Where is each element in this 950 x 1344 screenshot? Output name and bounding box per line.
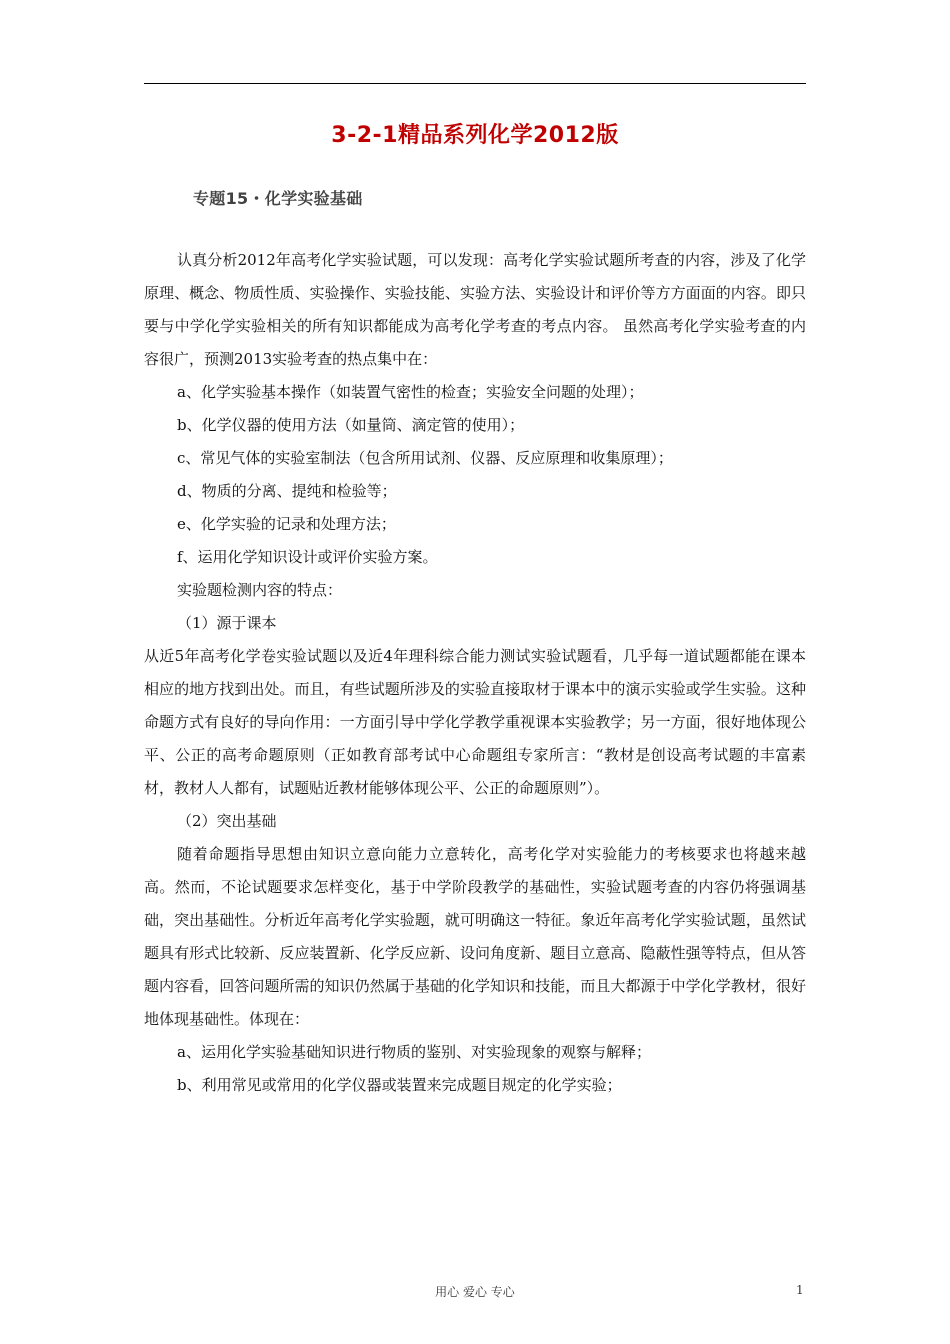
section-2-heading: （2）突出基础 — [177, 812, 277, 830]
hotspot-item-b: b、化学仪器的使用方法（如量筒、滴定管的使用）； — [177, 416, 525, 434]
header-rule — [144, 83, 806, 84]
document-title: 3-2-1精品系列化学2012版 — [331, 123, 619, 148]
basics-item-b: b、利用常见或常用的化学仪器或装置来完成题目规定的化学实验； — [177, 1076, 622, 1094]
topic-heading: 专题15・化学实验基础 — [193, 189, 363, 208]
article-body — [144, 244, 806, 1102]
hotspot-item-c: c、常见气体的实验室制法（包含所用试剂、仪器、反应原理和收集原理）； — [177, 449, 673, 467]
section-1-heading: （1）源于课本 — [177, 614, 277, 632]
page-number: 1 — [796, 1283, 804, 1297]
hotspot-item-a: a、化学实验基本操作（如装置气密性的检查；实验安全问题的处理）； — [177, 383, 644, 401]
basics-item-a: a、运用化学实验基础知识进行物质的鉴别、对实验现象的观察与解释； — [177, 1043, 651, 1061]
footer-slogan: 用心 爱心 专心 — [435, 1285, 515, 1299]
hotspot-item-e: e、化学实验的记录和处理方法； — [177, 515, 396, 533]
section-2-body: 随着命题指导思想由知识立意向能力立意转化，高考化学对实验能力的考核要求也将越来越高。然而，不论试题要求怎样变化，基于中学阶段教学的基础性，实验试题考查的内容仍将强调基础，突出基础性。分析近年高考化学实验题，就可明确这一特征。象近年高考化学实验试题，虽然试题具有形式比较新、反应装置新、化学反应新、设问角度新、题目立意高、隐蔽性强等特点，但从答题内容看，回答问题所需的知识仍然属于基础的化学知识和技能，而且大都源于中学化学教材，很好地体现基础性。体现在： — [144, 845, 806, 1028]
intro-paragraph: 认真分析2012年高考化学实验试题，可以发现：高考化学实验试题所考查的内容，涉及了化学原理、概念、物质性质、实验操作、实验技能、实验方法、实验设计和评价等方方面面的内容。即只要与中学化学实验相关的所有知识都能成为高考化学考查的考点内容。 虽然高考化学实验考查的内容很广，预测2013实验考查的热点集中在： — [144, 251, 806, 368]
hotspot-item-f: f、运用化学知识设计或评价实验方案。 — [177, 548, 438, 566]
hotspot-item-d: d、物质的分离、提纯和检验等； — [177, 482, 397, 500]
features-heading: 实验题检测内容的特点： — [177, 581, 343, 599]
section-1-body: 从近5年高考化学卷实验试题以及近4年理科综合能力测试实验试题看，几乎每一道试题都能在课本相应的地方找到出处。而且，有些试题所涉及的实验直接取材于课本中的演示实验或学生实验。这种命题方式有良好的导向作用：一方面引导中学化学教学重视课本实验教学；另一方面，很好地体现公平、公正的高考命题原则（正如教育部考试中心命题组专家所言：“教材是创设高考试题的丰富素材，教材人人都有，试题贴近教材能够体现公平、公正的命题原则”）。 — [144, 647, 806, 797]
